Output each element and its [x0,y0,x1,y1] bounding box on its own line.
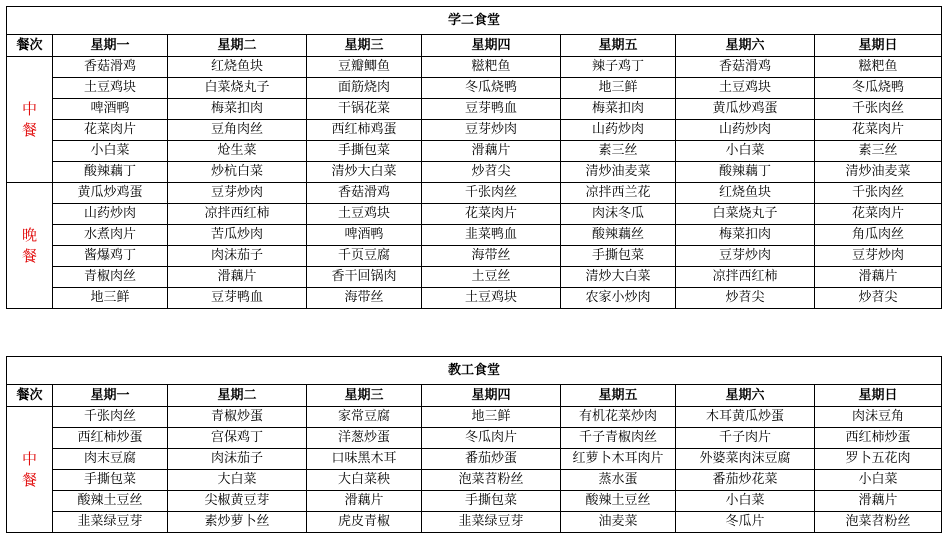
cafeteria-title: 教工食堂 [7,357,942,385]
table-row [7,120,942,141]
dish-cell: 千张肉丝 [815,183,942,204]
dish-cell: 农家小炒肉 [561,288,676,309]
dish-cell: 白菜烧丸子 [168,78,307,99]
dish-cell: 土豆鸡块 [53,78,168,99]
dish-cell: 滑藕片 [307,491,422,512]
meal-label-char: 中 [21,449,37,468]
dish-cell: 千子青椒肉丝 [561,428,676,449]
dish-cell: 清炒大白菜 [307,162,422,183]
dish-cell: 梅菜扣肉 [168,99,307,120]
dish-cell: 泡菜苕粉丝 [815,512,942,533]
dish-cell: 青椒炒蛋 [168,407,307,428]
table-row [7,407,942,428]
dish-cell: 有机花菜炒肉 [561,407,676,428]
dish-cell: 海带丝 [307,288,422,309]
dish-cell: 酸辣藕丝 [561,225,676,246]
day-column-header: 星期三 [307,385,422,407]
meal-label-char: 餐 [21,246,37,265]
dish-cell: 黄瓜炒鸡蛋 [53,183,168,204]
table-row [7,428,942,449]
table-row [7,225,942,246]
dish-cell: 小白菜 [815,470,942,491]
dish-cell: 凉拌西兰花 [561,183,676,204]
dish-cell: 尖椒黄豆芽 [168,491,307,512]
dish-cell: 黄瓜炒鸡蛋 [676,99,815,120]
table-row [7,99,942,120]
dish-cell: 土豆鸡块 [676,78,815,99]
dish-cell: 小白菜 [53,141,168,162]
dish-cell: 小白菜 [676,141,815,162]
table-row [7,267,942,288]
dish-cell: 花菜肉片 [815,204,942,225]
dish-cell: 酱爆鸡丁 [53,246,168,267]
day-column-header: 星期一 [53,35,168,57]
dish-cell: 冬瓜烧鸭 [422,78,561,99]
dish-cell: 小白菜 [676,491,815,512]
dish-cell: 西红柿鸡蛋 [307,120,422,141]
dish-cell: 土豆丝 [422,267,561,288]
dish-cell: 苦瓜炒肉 [168,225,307,246]
dish-cell: 洋葱炒蛋 [307,428,422,449]
dish-cell: 炒苕尖 [676,288,815,309]
dish-cell: 豆芽鸭血 [422,99,561,120]
dish-cell: 梅菜扣肉 [561,99,676,120]
dish-cell: 海带丝 [422,246,561,267]
dish-cell: 面筋烧肉 [307,78,422,99]
day-column-header: 星期五 [561,35,676,57]
dish-cell: 炒苕尖 [815,288,942,309]
dish-cell: 地三鲜 [561,78,676,99]
table-row [7,57,942,78]
menu-body [7,57,942,309]
dish-cell: 手撕包菜 [422,491,561,512]
dish-cell: 滑藕片 [815,267,942,288]
meal-label-char: 餐 [21,470,37,489]
dish-cell: 香菇滑鸡 [53,57,168,78]
dish-cell: 肉沫豆角 [815,407,942,428]
meal-label [7,407,53,533]
dish-cell: 豆芽鸭血 [168,288,307,309]
dish-cell: 泡菜苕粉丝 [422,470,561,491]
meal-label [7,57,53,183]
dish-cell: 大白菜 [168,470,307,491]
dish-cell: 青椒肉丝 [53,267,168,288]
day-column-header: 星期一 [53,385,168,407]
dish-cell: 肉沫冬瓜 [561,204,676,225]
dish-cell: 豆芽炒肉 [676,246,815,267]
day-column-header: 星期二 [168,385,307,407]
table-row [7,183,942,204]
dish-cell: 凉拌西红柿 [676,267,815,288]
table-row [7,449,942,470]
dish-cell: 糍粑鱼 [422,57,561,78]
meal-label-char: 晚 [21,225,37,244]
dish-cell: 滑藕片 [422,141,561,162]
dish-cell: 干锅花菜 [307,99,422,120]
cafeteria-table [6,6,942,309]
dish-cell: 白菜烧丸子 [676,204,815,225]
dish-cell: 宫保鸡丁 [168,428,307,449]
dish-cell: 千页豆腐 [307,246,422,267]
table-row [7,141,942,162]
meal-label-char: 中 [21,99,37,118]
dish-cell: 素炒萝卜丝 [168,512,307,533]
table-row [7,491,942,512]
table-row [7,512,942,533]
table-row [7,246,942,267]
dish-cell: 辣子鸡丁 [561,57,676,78]
meal-column-header: 餐次 [7,35,53,57]
day-column-header: 星期四 [422,385,561,407]
dish-cell: 山药炒肉 [676,120,815,141]
dish-cell: 香菇滑鸡 [676,57,815,78]
dish-cell: 手撕包菜 [53,470,168,491]
dish-cell: 山药炒肉 [53,204,168,225]
dish-cell: 花菜肉片 [53,120,168,141]
dish-cell: 肉末豆腐 [53,449,168,470]
dish-cell: 酸辣土豆丝 [561,491,676,512]
dish-cell: 千子肉片 [676,428,815,449]
dish-cell: 水煮肉片 [53,225,168,246]
dish-cell: 口味黑木耳 [307,449,422,470]
dish-cell: 木耳黄瓜炒蛋 [676,407,815,428]
day-column-header: 星期六 [676,35,815,57]
dish-cell: 炝生菜 [168,141,307,162]
dish-cell: 炒杭白菜 [168,162,307,183]
dish-cell: 韭菜鸭血 [422,225,561,246]
dish-cell: 蒸水蛋 [561,470,676,491]
dish-cell: 家常豆腐 [307,407,422,428]
dish-cell: 番茄炒花菜 [676,470,815,491]
dish-cell: 素三丝 [815,141,942,162]
dish-cell: 红烧鱼块 [168,57,307,78]
dish-cell: 糍粑鱼 [815,57,942,78]
day-column-header: 星期三 [307,35,422,57]
dish-cell: 酸辣藕丁 [53,162,168,183]
dish-cell: 肉沫茄子 [168,449,307,470]
dish-cell: 罗卜五花肉 [815,449,942,470]
dish-cell: 花菜肉片 [815,120,942,141]
dish-cell: 凉拌西红柿 [168,204,307,225]
dish-cell: 西红柿炒蛋 [53,428,168,449]
header-row [7,385,942,407]
day-column-header: 星期六 [676,385,815,407]
dish-cell: 滑藕片 [815,491,942,512]
dish-cell: 地三鲜 [53,288,168,309]
dish-cell: 香菇滑鸡 [307,183,422,204]
meal-column-header: 餐次 [7,385,53,407]
dish-cell: 韭菜绿豆芽 [53,512,168,533]
day-column-header: 星期五 [561,385,676,407]
meal-label-char: 餐 [21,120,37,139]
dish-cell: 土豆鸡块 [422,288,561,309]
cafeteria-table [6,356,942,533]
cafeteria-title: 学二食堂 [7,7,942,35]
dish-cell: 红萝卜木耳肉片 [561,449,676,470]
dish-cell: 豆芽炒肉 [815,246,942,267]
dish-cell: 千张肉丝 [422,183,561,204]
dish-cell: 啤酒鸭 [53,99,168,120]
dish-cell: 地三鲜 [422,407,561,428]
dish-cell: 豆角肉丝 [168,120,307,141]
dish-cell: 虎皮青椒 [307,512,422,533]
dish-cell: 外婆菜肉沫豆腐 [676,449,815,470]
dish-cell: 豆芽炒肉 [422,120,561,141]
dish-cell: 清炒大白菜 [561,267,676,288]
dish-cell: 炒苕尖 [422,162,561,183]
table-row [7,288,942,309]
menu-body [7,407,942,533]
dish-cell: 清炒油麦菜 [561,162,676,183]
dish-cell: 千张肉丝 [815,99,942,120]
dish-cell: 素三丝 [561,141,676,162]
dish-cell: 土豆鸡块 [307,204,422,225]
dish-cell: 啤酒鸭 [307,225,422,246]
dish-cell: 油麦菜 [561,512,676,533]
day-column-header: 星期日 [815,35,942,57]
dish-cell: 西红柿炒蛋 [815,428,942,449]
dish-cell: 豆芽炒肉 [168,183,307,204]
dish-cell: 清炒油麦菜 [815,162,942,183]
dish-cell: 酸辣土豆丝 [53,491,168,512]
dish-cell: 韭菜绿豆芽 [422,512,561,533]
dish-cell: 冬瓜烧鸭 [815,78,942,99]
day-column-header: 星期二 [168,35,307,57]
table-row [7,162,942,183]
table-row [7,470,942,491]
dish-cell: 梅菜扣肉 [676,225,815,246]
dish-cell: 番茄炒蛋 [422,449,561,470]
dish-cell: 手撕包菜 [307,141,422,162]
day-column-header: 星期四 [422,35,561,57]
dish-cell: 冬瓜片 [676,512,815,533]
header-row [7,35,942,57]
table-row [7,78,942,99]
dish-cell: 手撕包菜 [561,246,676,267]
day-column-header: 星期日 [815,385,942,407]
dish-cell: 酸辣藕丁 [676,162,815,183]
dish-cell: 花菜肉片 [422,204,561,225]
table-row [7,204,942,225]
meal-label [7,183,53,309]
dish-cell: 肉沫茄子 [168,246,307,267]
dish-cell: 香干回锅肉 [307,267,422,288]
dish-cell: 滑藕片 [168,267,307,288]
dish-cell: 红烧鱼块 [676,183,815,204]
dish-cell: 山药炒肉 [561,120,676,141]
dish-cell: 千张肉丝 [53,407,168,428]
dish-cell: 冬瓜肉片 [422,428,561,449]
dish-cell: 角瓜肉丝 [815,225,942,246]
dish-cell: 豆瓣鲫鱼 [307,57,422,78]
dish-cell: 大白菜秧 [307,470,422,491]
